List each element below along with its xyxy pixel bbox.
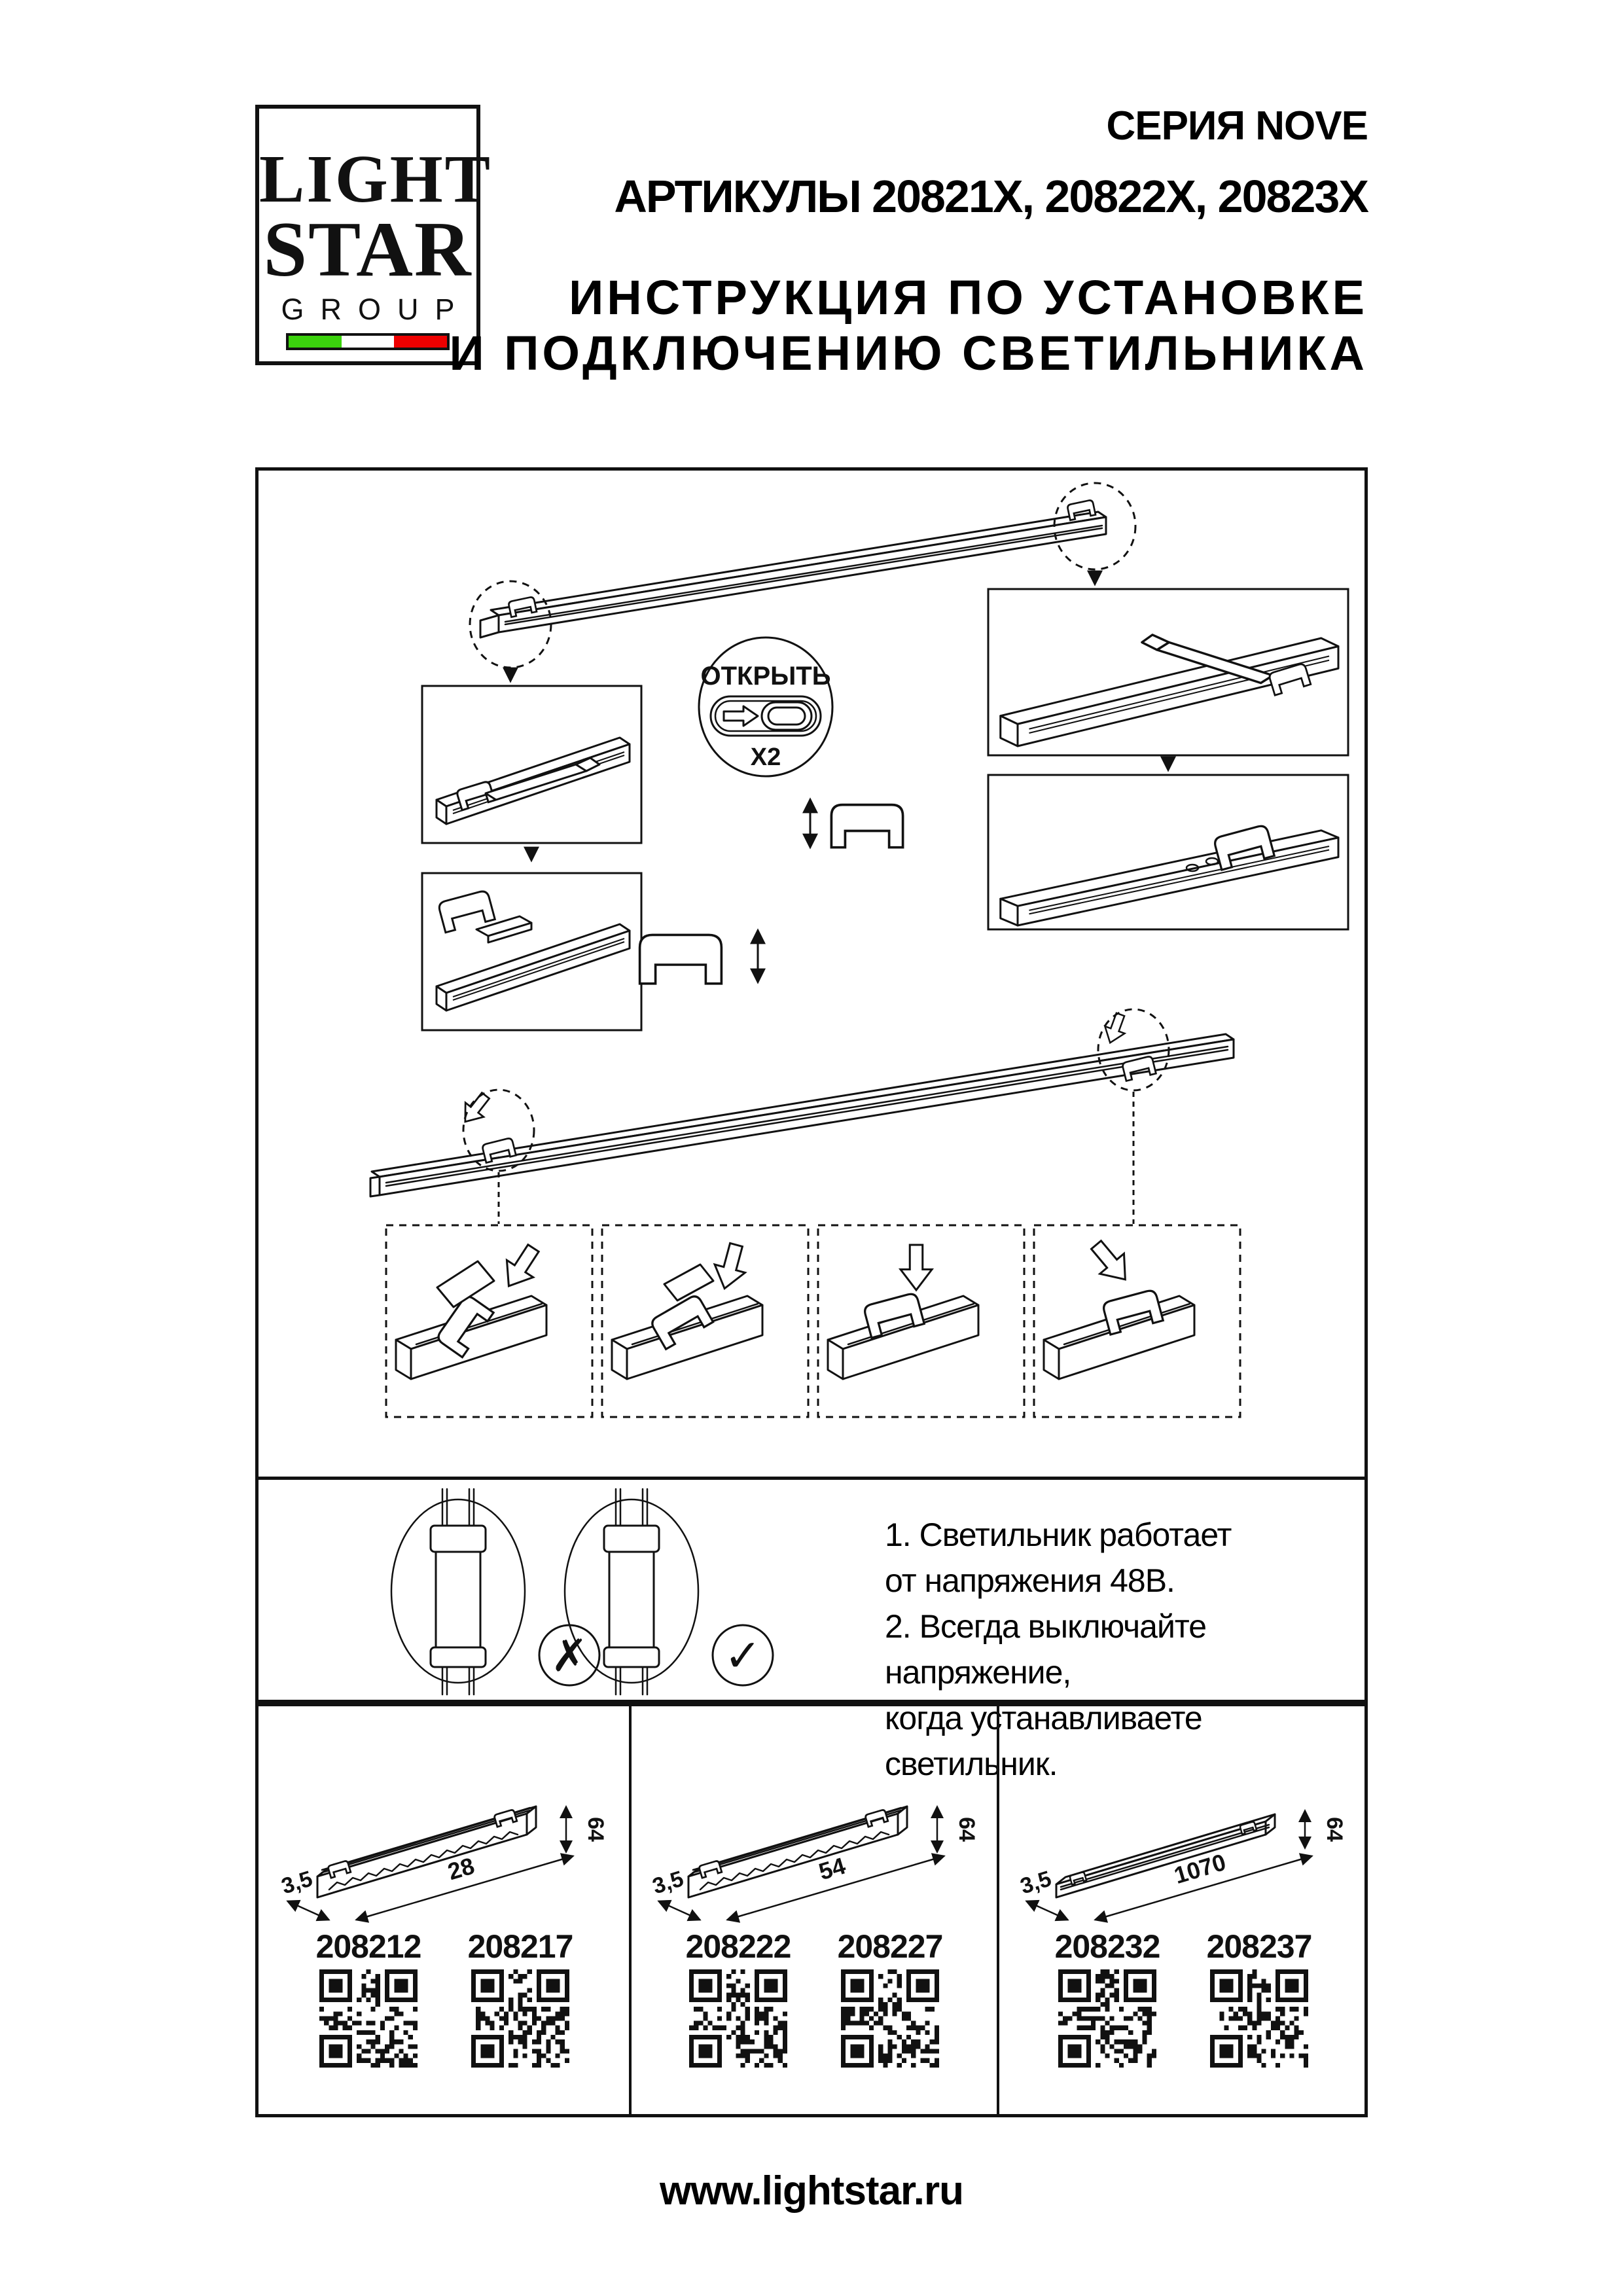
length-dimension: 54 <box>815 1852 849 1886</box>
note-line: 2. Всегда выключайте напряжение, <box>885 1608 1207 1691</box>
instruction-title-line1: ИНСТРУКЦИЯ ПО УСТАНОВКЕ <box>569 270 1368 325</box>
track-bar-bottom <box>370 1034 1234 1196</box>
flag-white <box>342 336 395 348</box>
step-box-1 <box>386 1225 592 1417</box>
step-box-3 <box>818 1225 1024 1417</box>
qr-code <box>319 1969 418 2068</box>
product-drawing <box>268 1726 615 1935</box>
flag-red <box>394 336 447 348</box>
logo-word-light: LIGHT <box>259 141 492 217</box>
article-number: 208217 <box>467 1928 573 1965</box>
product-drawing <box>639 1726 986 1935</box>
track-bar-top <box>480 499 1106 637</box>
product-column-28 <box>259 1706 629 2114</box>
product-column-1070 <box>997 1706 1364 2114</box>
cross-icon: ✗ <box>550 1631 588 1681</box>
height-dimension: 64 <box>954 1817 979 1842</box>
width-dimension: 3,5 <box>278 1866 315 1899</box>
diagram-border <box>257 469 1366 1479</box>
step-box-4 <box>1034 1225 1240 1417</box>
length-dimension: 1070 <box>1171 1848 1229 1890</box>
flag-green <box>289 336 342 348</box>
instruction-title-line2: И ПОДКЛЮЧЕНИЮ СВЕТИЛЬНИКА <box>449 326 1368 380</box>
wrong-mounting-figure <box>391 1489 599 1695</box>
width-dimension: 3,5 <box>1017 1866 1054 1899</box>
length-dimension: 28 <box>444 1852 478 1886</box>
qr-code <box>841 1969 939 2068</box>
product-column-54 <box>629 1706 997 2114</box>
note-line: от напряжения 48В. <box>885 1562 1175 1599</box>
step-box-2 <box>602 1225 808 1417</box>
product-drawing <box>1007 1726 1354 1935</box>
installation-diagram <box>255 467 1368 1480</box>
article-number: 208237 <box>1206 1928 1312 1965</box>
lightstar-logo <box>255 105 492 365</box>
detail-box-connector-right <box>988 589 1348 755</box>
slider-icon <box>711 696 821 736</box>
product-variants-table <box>255 1703 1368 2117</box>
italian-flag-stripe <box>286 333 450 350</box>
article-number: 208222 <box>685 1928 791 1965</box>
articles-title: АРТИКУЛЫ 20821X, 20822X, 20823X <box>614 171 1368 222</box>
series-title: СЕРИЯ NOVE <box>1106 103 1368 149</box>
article-number: 208227 <box>837 1928 943 1965</box>
height-dimension: 64 <box>1322 1817 1347 1842</box>
article-number: 208212 <box>315 1928 421 1965</box>
width-dimension: 3,5 <box>649 1866 687 1899</box>
open-label: ОТКРЫТЬ <box>700 662 831 691</box>
logo-word-group: GROUP <box>281 293 471 327</box>
website-url: www.lightstar.ru <box>660 2168 963 2214</box>
detail-box-connector-open <box>422 686 641 843</box>
article-number: 208232 <box>1054 1928 1160 1965</box>
open-repeat-label: X2 <box>750 744 781 771</box>
qr-code <box>1210 1969 1308 2068</box>
height-dimension: 64 <box>583 1817 608 1842</box>
check-icon: ✓ <box>724 1631 762 1681</box>
clip-symbol-up-down <box>640 931 758 984</box>
note-line: 1. Светильник работает <box>885 1516 1232 1553</box>
note-line: когда устанавливаете светильник. <box>885 1700 1202 1782</box>
qr-code <box>1058 1969 1156 2068</box>
detail-box-clip-removed <box>422 873 641 1030</box>
qr-code <box>689 1969 787 2068</box>
detail-box-clip-right <box>988 775 1348 929</box>
clip-symbol-up-down <box>810 800 903 848</box>
qr-code <box>471 1969 569 2068</box>
open-badge <box>699 637 832 776</box>
logo-word-star: STAR <box>263 206 473 293</box>
